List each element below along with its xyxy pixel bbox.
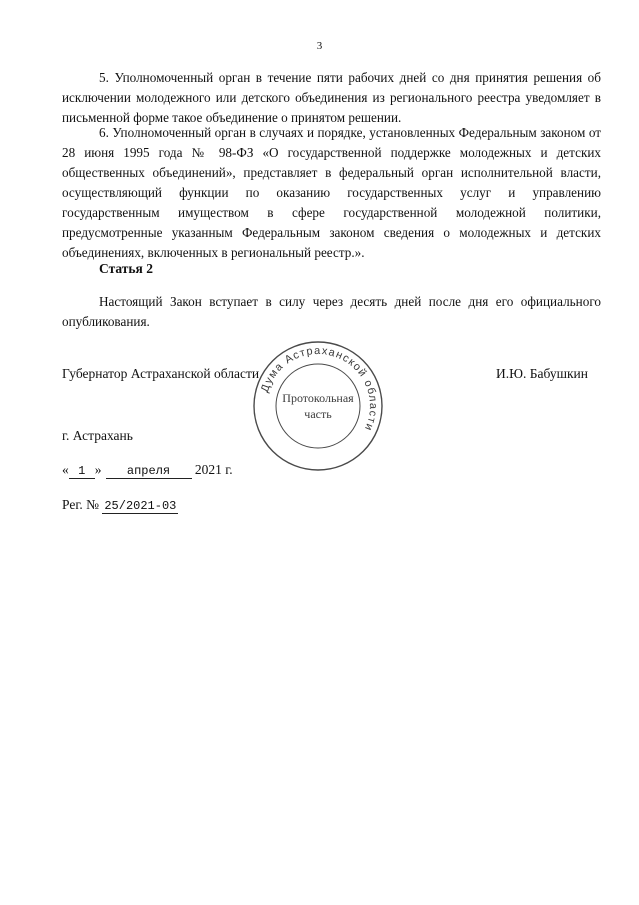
stamp-center-line-2: часть bbox=[304, 407, 332, 421]
paragraph-effective-date: Настоящий Закон вступает в силу через десять дней после дня его официального опубликования. bbox=[62, 294, 601, 329]
signatory-title: Губернатор Астраханской области bbox=[62, 366, 260, 381]
date-close-quote: » bbox=[94, 462, 102, 477]
signatory-name: И.Ю. Бабушкин bbox=[496, 366, 589, 381]
date-month-field: апреля bbox=[106, 464, 192, 479]
date-day-field: 1 bbox=[69, 464, 95, 479]
date-year: 2021 г. bbox=[194, 462, 233, 477]
city: г. Астрахань bbox=[62, 428, 133, 443]
paragraph-5: 5. Уполномоченный орган в течение пяти рабочих дней со дня принятия решения об исключении молодежного или детского объединения из регионального реестра уведомляет в письменной форме такое объединение о принятом решении. bbox=[62, 70, 601, 125]
article-heading: Статья 2 bbox=[99, 261, 153, 276]
paragraph-6: 6. Уполномоченный орган в случаях и порядке, установленных Федеральным законом от 28 июня 1995 года № 98-ФЗ «О государственной поддержке молодежных и детских общественных объединений», представляет в федеральный орган исполнительной власти, осуществляющий функции по оказанию государственных услуг и управлению государственным имуществом в сфере государственной молодежной политики, предусмотренные указанным Федеральным законом сведения о молодежных и детских объединениях, включенных в региональный реестр.». bbox=[62, 125, 601, 260]
page-number: 3 bbox=[316, 40, 323, 52]
official-stamp bbox=[250, 338, 386, 474]
registration-number-field: 25/2021-03 bbox=[104, 499, 177, 513]
date-open-quote: « bbox=[62, 462, 69, 477]
signing-date bbox=[62, 462, 233, 479]
registration-label: Рег. № bbox=[62, 497, 99, 512]
stamp-ring-text: Дума Астраханской области bbox=[258, 344, 380, 434]
registration-number bbox=[62, 497, 178, 514]
stamp-center-line-1: Протокольная bbox=[282, 391, 354, 405]
